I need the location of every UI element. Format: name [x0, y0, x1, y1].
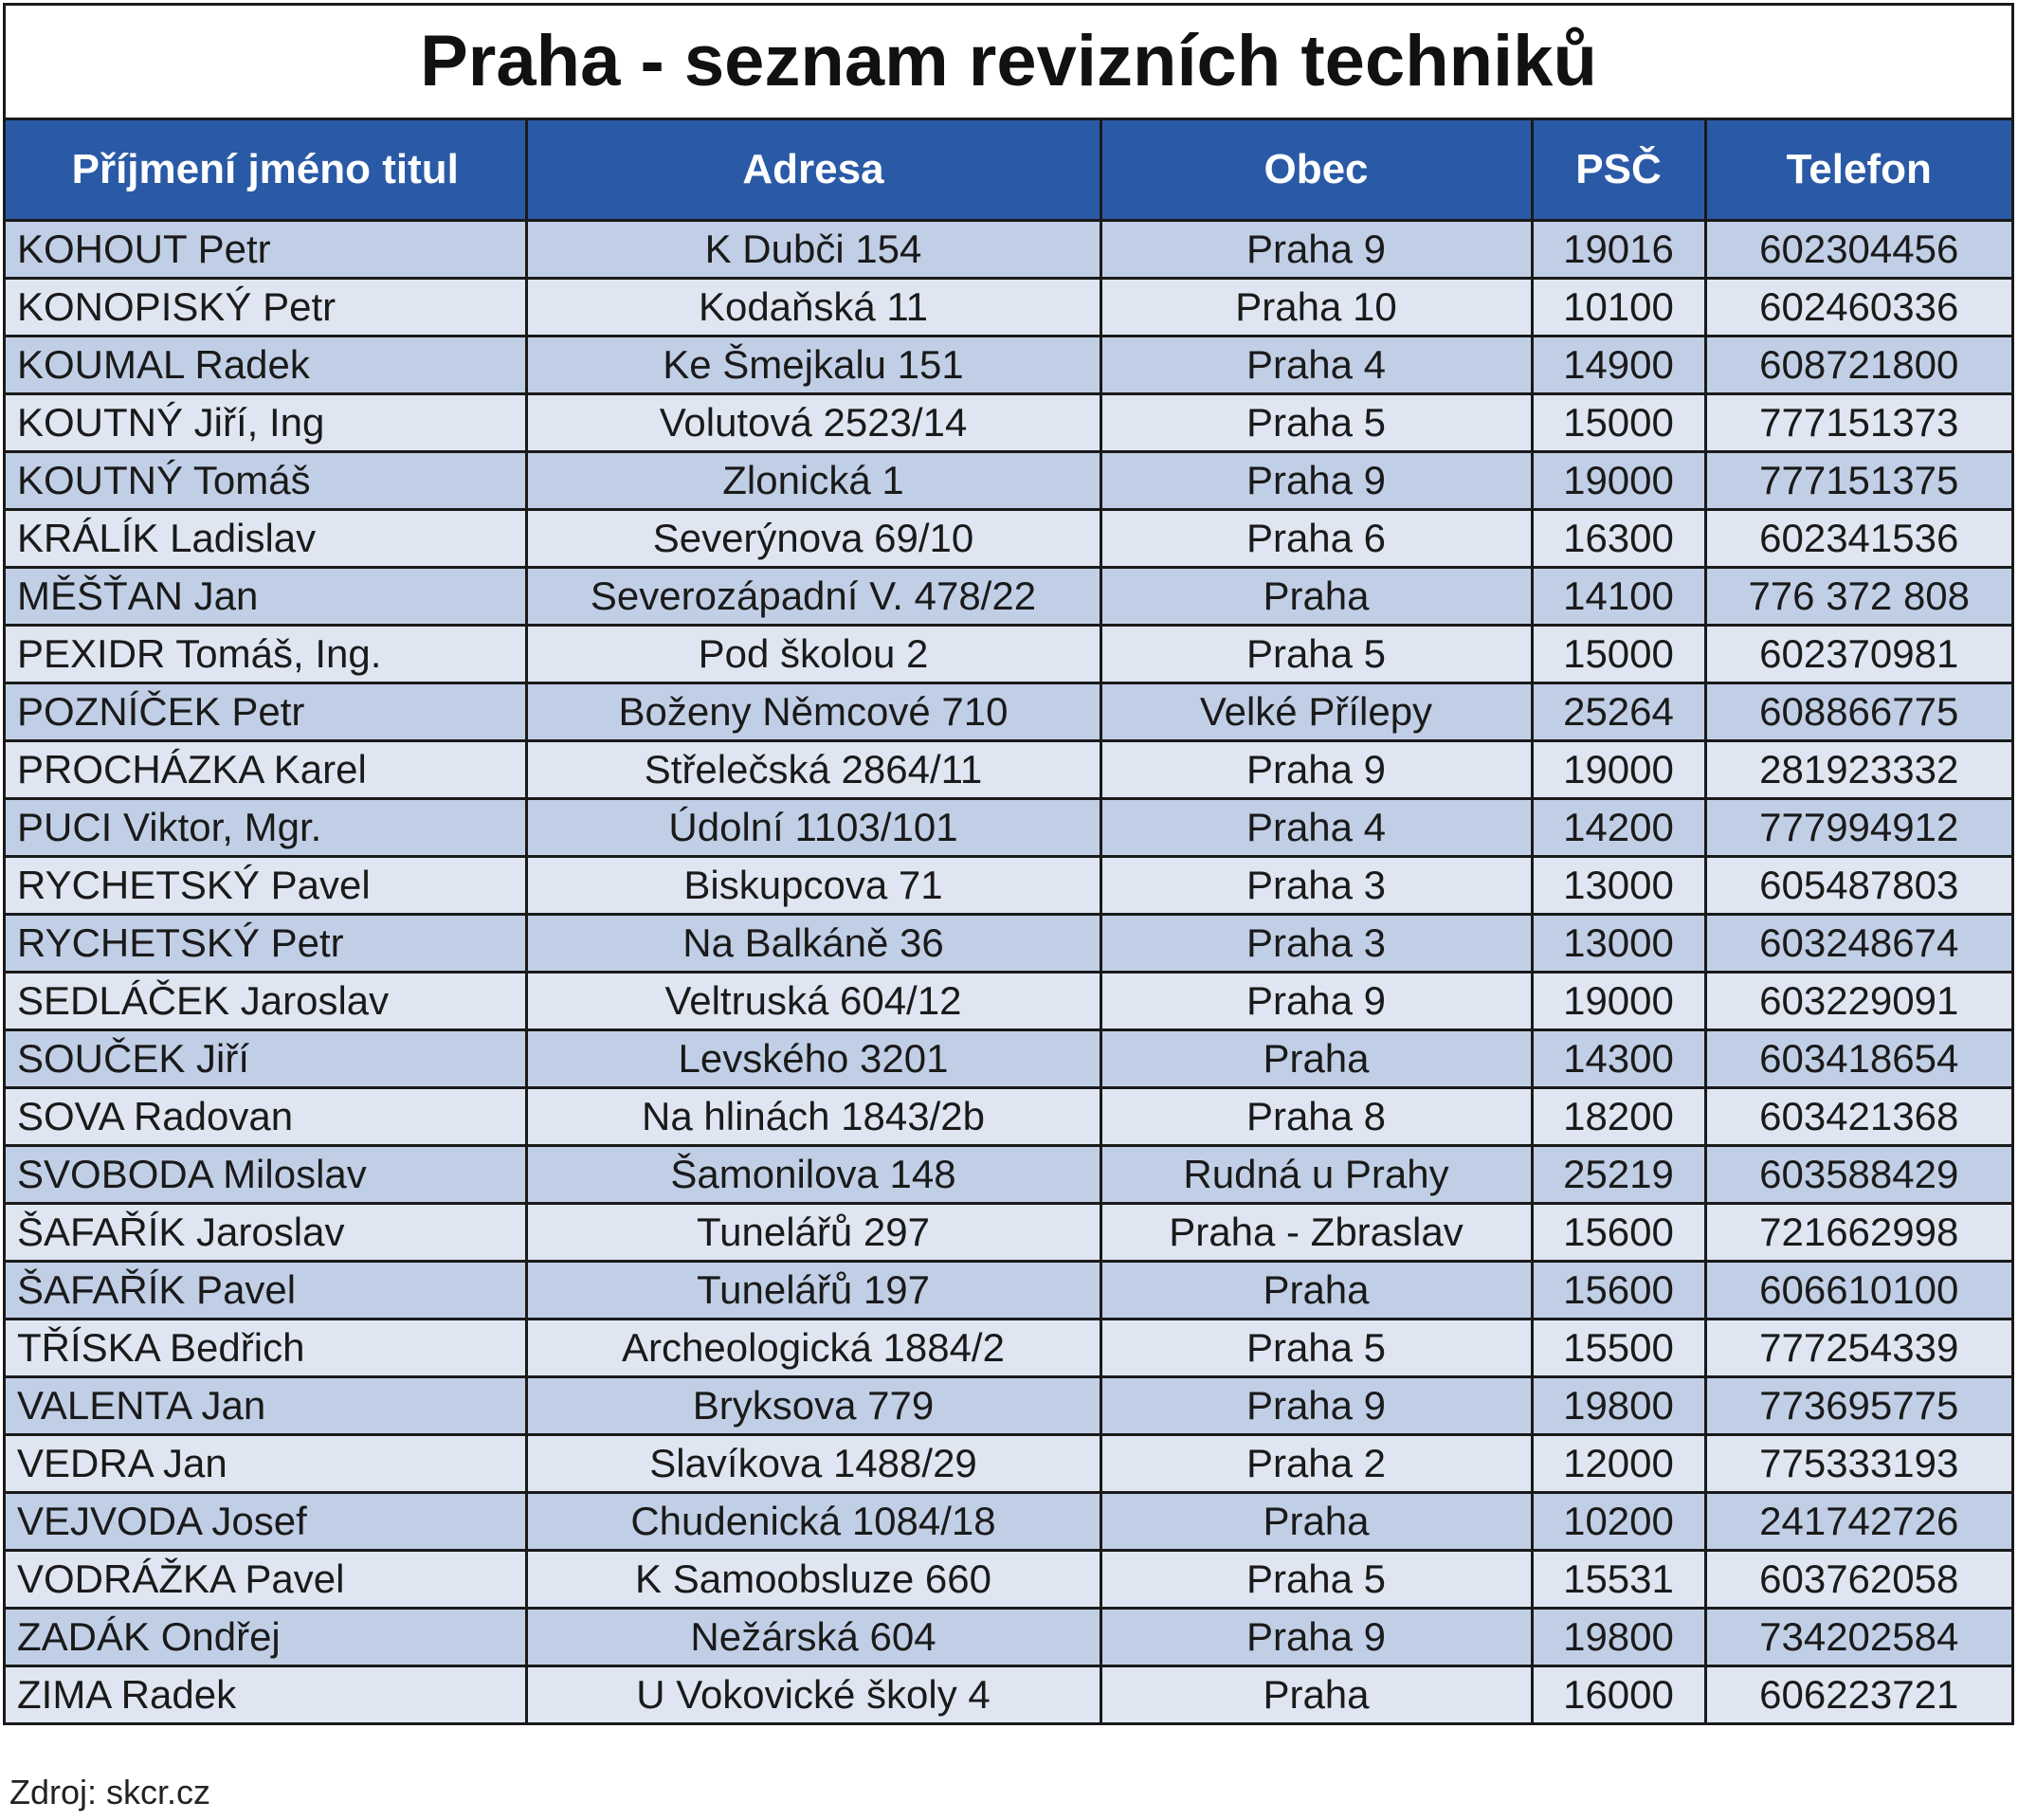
cell-name: PUCI Viktor, Mgr.	[6, 799, 526, 857]
cell-postal-code: 15500	[1532, 1320, 1705, 1377]
table-row	[6, 683, 2011, 741]
cell-address: Zlonická 1	[526, 452, 1100, 510]
table-row	[6, 1551, 2011, 1609]
column-header-postal-code: PSČ	[1532, 120, 1705, 221]
cell-city: Praha 9	[1100, 1377, 1532, 1435]
cell-phone: 777151375	[1705, 452, 2011, 510]
cell-phone: 608721800	[1705, 337, 2011, 394]
cell-name: KOUMAL Radek	[6, 337, 526, 394]
cell-phone: 603229091	[1705, 973, 2011, 1030]
document-sheet	[3, 3, 2014, 1725]
cell-phone: 606223721	[1705, 1666, 2011, 1723]
table-row	[6, 394, 2011, 452]
cell-city: Praha 5	[1100, 1320, 1532, 1377]
cell-address: K Samoobsluze 660	[526, 1551, 1100, 1609]
cell-city: Praha 3	[1100, 915, 1532, 973]
cell-city: Praha 10	[1100, 279, 1532, 337]
cell-name: KOUTNÝ Tomáš	[6, 452, 526, 510]
cell-phone: 603418654	[1705, 1030, 2011, 1088]
cell-phone: 606610100	[1705, 1262, 2011, 1320]
cell-address: Boženy Němcové 710	[526, 683, 1100, 741]
source-note: Zdroj: skcr.cz	[9, 1773, 211, 1811]
cell-address: Na hlinách 1843/2b	[526, 1088, 1100, 1146]
table-row	[6, 337, 2011, 394]
cell-phone: 602370981	[1705, 626, 2011, 683]
cell-address: Nežárská 604	[526, 1609, 1100, 1666]
table-row	[6, 1146, 2011, 1204]
cell-city: Praha 4	[1100, 799, 1532, 857]
cell-postal-code: 15000	[1532, 626, 1705, 683]
table-row	[6, 452, 2011, 510]
cell-city: Praha 6	[1100, 510, 1532, 568]
table-row	[6, 1320, 2011, 1377]
cell-name: ZIMA Radek	[6, 1666, 526, 1723]
cell-address: Biskupcova 71	[526, 857, 1100, 915]
cell-name: VODRÁŽKA Pavel	[6, 1551, 526, 1609]
column-header-city: Obec	[1100, 120, 1532, 221]
table-row	[6, 1609, 2011, 1666]
cell-address: K Dubči 154	[526, 221, 1100, 279]
cell-city: Rudná u Prahy	[1100, 1146, 1532, 1204]
cell-address: Pod školou 2	[526, 626, 1100, 683]
cell-city: Praha 8	[1100, 1088, 1532, 1146]
cell-name: KOHOUT Petr	[6, 221, 526, 279]
cell-phone: 773695775	[1705, 1377, 2011, 1435]
cell-city: Praha 5	[1100, 394, 1532, 452]
cell-postal-code: 19800	[1532, 1609, 1705, 1666]
cell-postal-code: 10100	[1532, 279, 1705, 337]
cell-postal-code: 15000	[1532, 394, 1705, 452]
cell-phone: 603421368	[1705, 1088, 2011, 1146]
cell-name: VEJVODA Josef	[6, 1493, 526, 1551]
cell-postal-code: 12000	[1532, 1435, 1705, 1493]
cell-postal-code: 14100	[1532, 568, 1705, 626]
table-row	[6, 626, 2011, 683]
table-row	[6, 221, 2011, 279]
cell-postal-code: 19000	[1532, 741, 1705, 799]
cell-address: Šamonilova 148	[526, 1146, 1100, 1204]
cell-city: Praha 9	[1100, 973, 1532, 1030]
cell-postal-code: 19000	[1532, 973, 1705, 1030]
table-row	[6, 973, 2011, 1030]
cell-city: Praha 5	[1100, 626, 1532, 683]
cell-name: MĚŠŤAN Jan	[6, 568, 526, 626]
cell-phone: 603588429	[1705, 1146, 2011, 1204]
table-row	[6, 279, 2011, 337]
cell-postal-code: 25219	[1532, 1146, 1705, 1204]
cell-postal-code: 14900	[1532, 337, 1705, 394]
cell-name: RYCHETSKÝ Pavel	[6, 857, 526, 915]
cell-name: POZNÍČEK Petr	[6, 683, 526, 741]
table-row	[6, 568, 2011, 626]
cell-postal-code: 18200	[1532, 1088, 1705, 1146]
cell-name: SEDLÁČEK Jaroslav	[6, 973, 526, 1030]
cell-address: Tunelářů 197	[526, 1262, 1100, 1320]
cell-postal-code: 15531	[1532, 1551, 1705, 1609]
cell-city: Praha	[1100, 1262, 1532, 1320]
cell-name: SOUČEK Jiří	[6, 1030, 526, 1088]
cell-city: Praha 3	[1100, 857, 1532, 915]
cell-name: TŘÍSKA Bedřich	[6, 1320, 526, 1377]
table-row	[6, 1435, 2011, 1493]
table-row	[6, 1262, 2011, 1320]
table-row	[6, 1030, 2011, 1088]
cell-phone: 602460336	[1705, 279, 2011, 337]
table-header	[6, 120, 2011, 221]
cell-postal-code: 14300	[1532, 1030, 1705, 1088]
cell-postal-code: 19800	[1532, 1377, 1705, 1435]
technicians-table	[6, 120, 2011, 1722]
cell-city: Praha 9	[1100, 1609, 1532, 1666]
cell-city: Praha 9	[1100, 741, 1532, 799]
cell-postal-code: 25264	[1532, 683, 1705, 741]
table-row	[6, 1666, 2011, 1723]
cell-name: ŠAFAŘÍK Pavel	[6, 1262, 526, 1320]
column-header-name: Příjmení jméno titul	[6, 120, 526, 221]
cell-city: Velké Přílepy	[1100, 683, 1532, 741]
cell-address: Bryksova 779	[526, 1377, 1100, 1435]
cell-phone: 603248674	[1705, 915, 2011, 973]
cell-postal-code: 15600	[1532, 1204, 1705, 1262]
cell-address: Údolní 1103/101	[526, 799, 1100, 857]
cell-name: KONOPISKÝ Petr	[6, 279, 526, 337]
cell-name: KRÁLÍK Ladislav	[6, 510, 526, 568]
cell-address: Chudenická 1084/18	[526, 1493, 1100, 1551]
cell-city: Praha - Zbraslav	[1100, 1204, 1532, 1262]
table-row	[6, 1204, 2011, 1262]
cell-city: Praha 9	[1100, 221, 1532, 279]
header-row	[6, 120, 2011, 221]
cell-address: Tunelářů 297	[526, 1204, 1100, 1262]
cell-address: Na Balkáně 36	[526, 915, 1100, 973]
cell-postal-code: 14200	[1532, 799, 1705, 857]
cell-postal-code: 13000	[1532, 915, 1705, 973]
cell-phone: 734202584	[1705, 1609, 2011, 1666]
cell-address: Levského 3201	[526, 1030, 1100, 1088]
table-row	[6, 741, 2011, 799]
cell-phone: 605487803	[1705, 857, 2011, 915]
cell-address: Střelečská 2864/11	[526, 741, 1100, 799]
cell-postal-code: 16000	[1532, 1666, 1705, 1723]
cell-phone: 775333193	[1705, 1435, 2011, 1493]
cell-name: PROCHÁZKA Karel	[6, 741, 526, 799]
column-header-address: Adresa	[526, 120, 1100, 221]
cell-phone: 777994912	[1705, 799, 2011, 857]
cell-phone: 777151373	[1705, 394, 2011, 452]
cell-address: U Vokovické školy 4	[526, 1666, 1100, 1723]
cell-address: Archeologická 1884/2	[526, 1320, 1100, 1377]
cell-address: Volutová 2523/14	[526, 394, 1100, 452]
cell-name: VALENTA Jan	[6, 1377, 526, 1435]
cell-city: Praha	[1100, 1666, 1532, 1723]
cell-phone: 776 372 808	[1705, 568, 2011, 626]
cell-name: KOUTNÝ Jiří, Ing	[6, 394, 526, 452]
cell-address: Veltruská 604/12	[526, 973, 1100, 1030]
page-title: Praha - seznam revizních techniků	[6, 6, 2011, 120]
table-row	[6, 1088, 2011, 1146]
cell-city: Praha 5	[1100, 1551, 1532, 1609]
cell-city: Praha	[1100, 1493, 1532, 1551]
table-body	[6, 221, 2011, 1723]
cell-address: Severýnova 69/10	[526, 510, 1100, 568]
cell-phone: 281923332	[1705, 741, 2011, 799]
cell-postal-code: 13000	[1532, 857, 1705, 915]
cell-phone: 608866775	[1705, 683, 2011, 741]
cell-city: Praha 9	[1100, 452, 1532, 510]
column-header-phone: Telefon	[1705, 120, 2011, 221]
cell-city: Praha 4	[1100, 337, 1532, 394]
cell-phone: 602304456	[1705, 221, 2011, 279]
cell-name: VEDRA Jan	[6, 1435, 526, 1493]
cell-postal-code: 19000	[1532, 452, 1705, 510]
table-row	[6, 1493, 2011, 1551]
table-row	[6, 1377, 2011, 1435]
cell-name: PEXIDR Tomáš, Ing.	[6, 626, 526, 683]
cell-postal-code: 16300	[1532, 510, 1705, 568]
cell-city: Praha	[1100, 1030, 1532, 1088]
table-row	[6, 915, 2011, 973]
cell-name: ŠAFAŘÍK Jaroslav	[6, 1204, 526, 1262]
cell-name: RYCHETSKÝ Petr	[6, 915, 526, 973]
cell-postal-code: 19016	[1532, 221, 1705, 279]
cell-address: Severozápadní V. 478/22	[526, 568, 1100, 626]
cell-phone: 241742726	[1705, 1493, 2011, 1551]
cell-address: Slavíkova 1488/29	[526, 1435, 1100, 1493]
cell-phone: 603762058	[1705, 1551, 2011, 1609]
table-row	[6, 799, 2011, 857]
table-row	[6, 510, 2011, 568]
cell-name: SOVA Radovan	[6, 1088, 526, 1146]
cell-address: Kodaňská 11	[526, 279, 1100, 337]
cell-postal-code: 15600	[1532, 1262, 1705, 1320]
cell-city: Praha 2	[1100, 1435, 1532, 1493]
cell-postal-code: 10200	[1532, 1493, 1705, 1551]
cell-name: ZADÁK Ondřej	[6, 1609, 526, 1666]
cell-phone: 721662998	[1705, 1204, 2011, 1262]
cell-name: SVOBODA Miloslav	[6, 1146, 526, 1204]
cell-phone: 777254339	[1705, 1320, 2011, 1377]
cell-city: Praha	[1100, 568, 1532, 626]
cell-phone: 602341536	[1705, 510, 2011, 568]
table-row	[6, 857, 2011, 915]
cell-address: Ke Šmejkalu 151	[526, 337, 1100, 394]
